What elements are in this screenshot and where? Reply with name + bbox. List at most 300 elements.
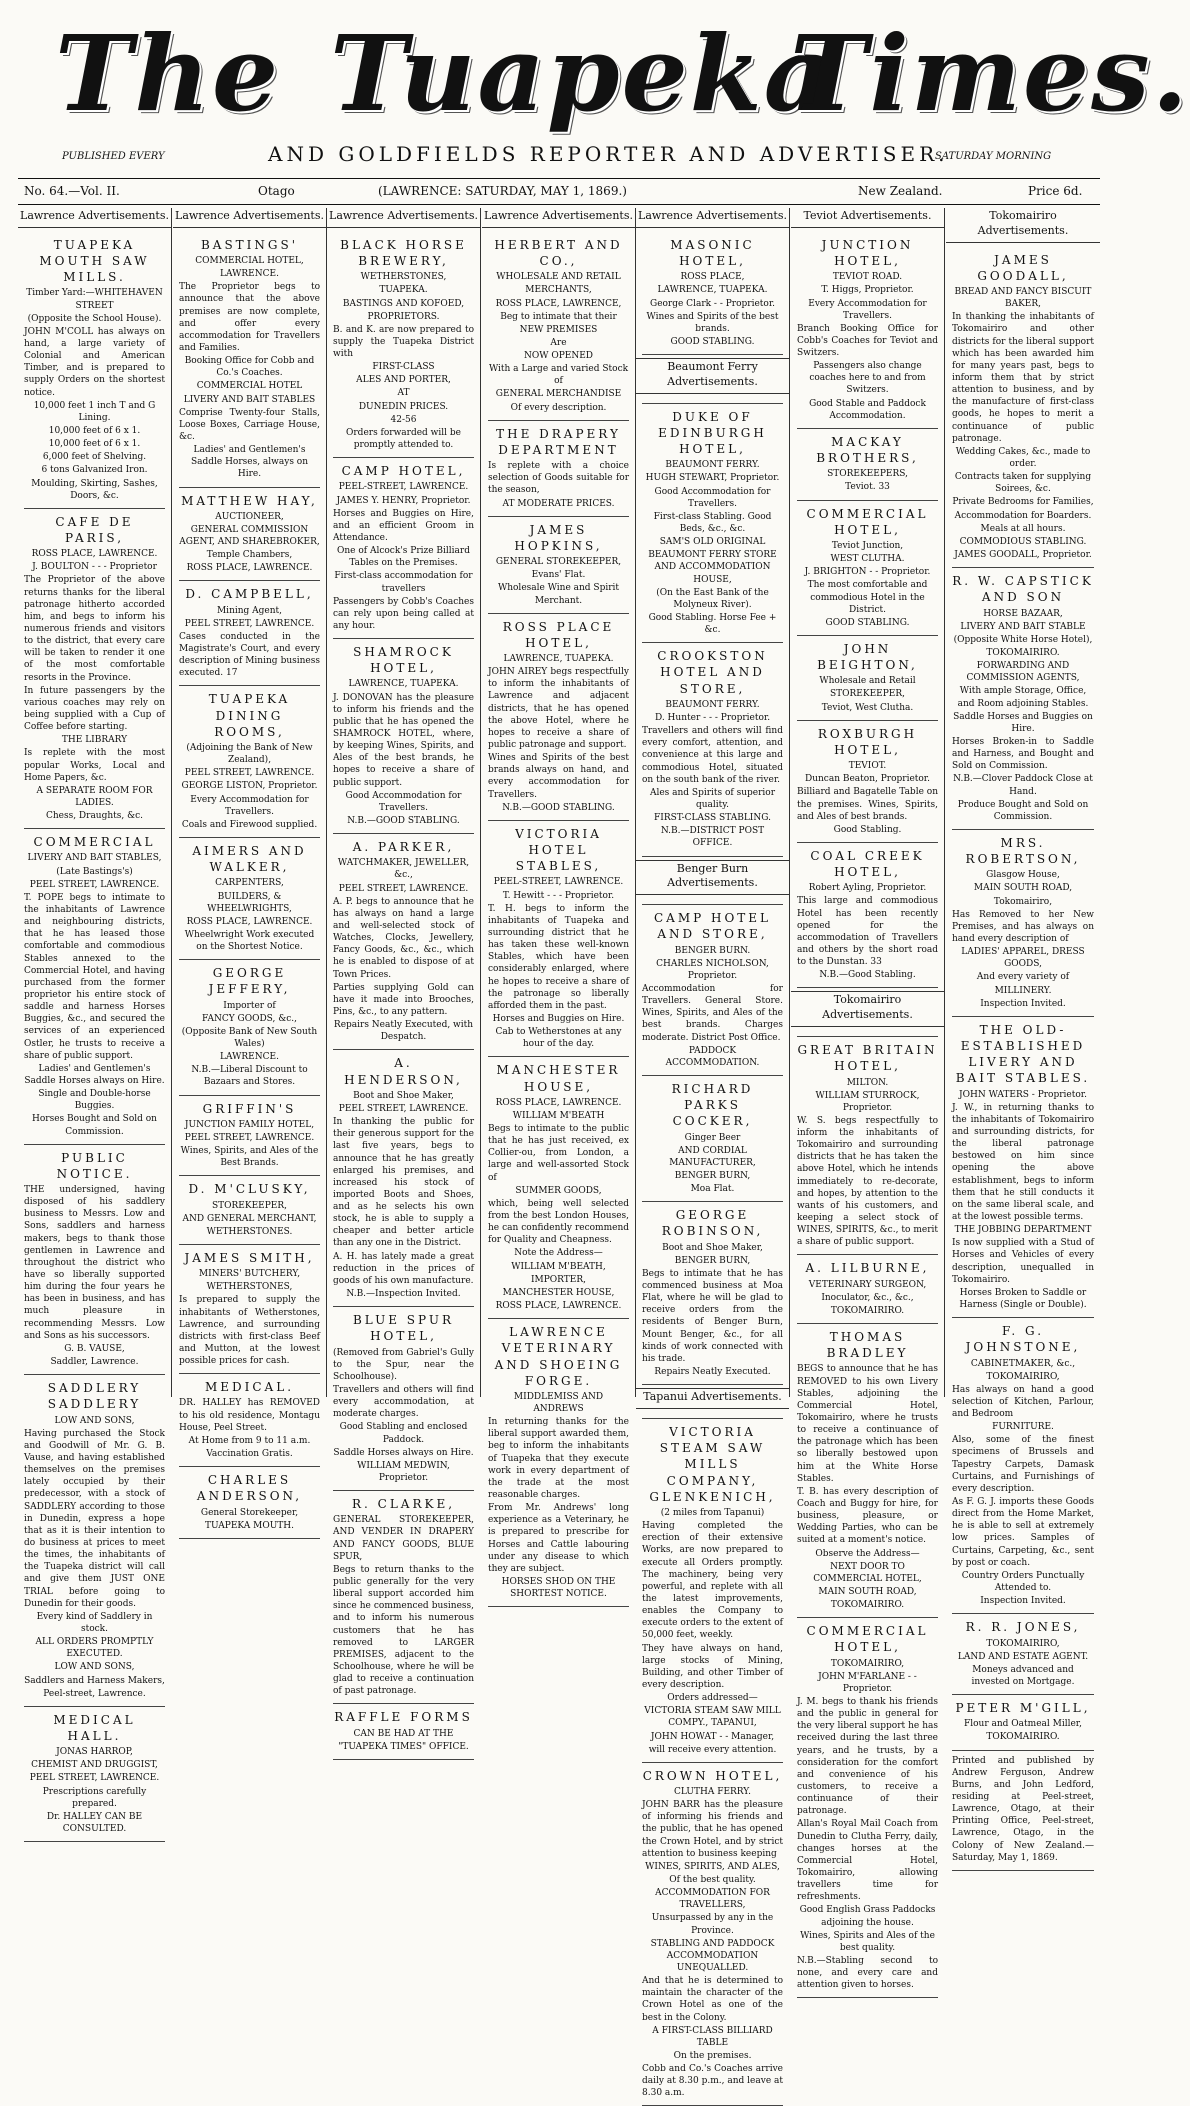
advertisement-text: AND CORDIAL MANUFACTURER, [669,1145,756,1168]
advertisement-text: A FIRST-CLASS BILLIARD TABLE [652,2025,773,2048]
advertisement-text: Importer of [223,1000,276,1011]
advertisement-text: STOREKEEPERS, [827,469,908,480]
advertisement [24,509,165,829]
advertisement-text: Good Stable and Paddock Accommodation. [809,398,926,421]
advertisement-text: WETHERSTONES, [206,1282,293,1293]
advertisement-text: Parties supplying Gold can have it made into Brooches, Pins, &c., to any pattern. [333,982,474,1017]
advertisement-text: And every variety of [976,972,1070,983]
advertisement-text: Wines and Spirits of the best brands always on hand, and every accommodation for Travellers. [488,753,629,800]
advertisement-text: General Storekeeper, [200,1507,299,1518]
advertisement-text: ALL ORDERS PROMPTLY EXECUTED. [35,1637,154,1660]
advertisement-text: JOHN M'COLL has always on hand, a large variety of Colonial and American Timber, and is prepared to supply Orders on the shortest notice. [24,326,165,398]
advertisement-text: Moneys advanced and invested on Mortgage. [971,1664,1075,1687]
advertisement-text: Country Orders Punctually Attended to. [961,1570,1085,1594]
advertisement-text: Is replete with a choice selection of Goods suitable for the season, [488,461,629,496]
advertisement [952,1017,1094,1318]
advertisement [488,421,629,517]
advertisement [952,1751,1094,1871]
advertisement-title: GRIFFIN'S [202,1101,297,1116]
advertisement-text: 6 tons Galvanized Iron. [41,465,148,476]
advertisement-title: JAMES HOPKINS, [514,522,603,553]
advertisement-text: GOOD STABLING. [825,617,910,628]
advertisement [24,1375,165,1707]
advertisement-text: BENGER BURN. [674,945,751,956]
advertisement [642,1385,783,1419]
advertisement [642,905,783,1076]
advertisement-title: LAWRENCE VETERINARY AND SHOEING FORGE. [494,1325,623,1388]
advertisement-text: TEVIOT. [848,761,887,772]
advertisement-text: Saddlers and Harness Makers, [24,1675,165,1686]
column-2 [173,208,327,1531]
advertisement-text: Has Removed to her New Premises, and has always on hand every description of [952,909,1094,944]
top-rule [18,178,1100,179]
advertisement [642,1076,783,1202]
advertisement-text: STOREKEEPER, [829,689,906,700]
advertisement-title: SADDLERY SADDLERY [47,1381,142,1412]
masthead-subtitle: AND GOLDFIELDS REPORTER AND ADVERTISER. [268,142,949,166]
advertisement [179,232,320,488]
advertisement-columns [18,208,1100,2099]
advertisement-text: Branch Booking Office for Cobb's Coaches for Teviot and Switzers. [797,323,938,359]
advertisement-text: Horses Broken to Saddle or Harness (Single or Double). [959,1287,1087,1310]
advertisement-text: Wines, Spirits, and Ales of the Best Brands. [180,1146,319,1169]
advertisement-text: Temple Chambers, [206,550,293,561]
advertisement-text: COMMERCIAL HOTEL [196,381,303,392]
advertisement-text: (Adjoining the Bank of New Zealand), [186,743,313,766]
saturday-morning: SATURDAY MORNING [935,151,1052,162]
advertisement-text: Orders forwarded will be promptly attended to. [346,427,461,451]
advertisement-text: Having completed the erection of their extensive Works, are now prepared to execute all Orders promptly. The machinery, being very powerful, and replete with all the latest improvements, enables the Company to execute orders to the extent of 50,000 feet, weekly. [642,1521,783,1641]
advertisement-text: Good Stabling. [833,824,902,835]
advertisement-text: ACCOMMODATION FOR TRAVELLERS, [655,1888,770,1911]
advertisement-text: N.B.—GOOD STABLING. [347,815,460,826]
advertisement-text: GOOD STABLING. [670,336,755,347]
advertisement-text: LIVERY AND BAIT STABLE [960,621,1086,632]
advertisement-text: PEEL-STREET, LAWRENCE. [493,877,624,888]
advertisement-text: In thanking the inhabitants of Tokomairiro and other districts for the liberal support which has been awarded him for many years past, begs to inform them that by strict attention to business, and by the manufacture of first-class goods, he hopes to merit a continuance of public patronage. [952,312,1094,444]
advertisement-text: Comprise Twenty-four Stalls, Loose Boxes, Carriage House, &c. [179,407,320,442]
advertisement-text: BENGER BURN, [674,1170,751,1181]
advertisement-text: Horses Broken-in to Saddle and Harness, and Bought and Sold on Commission. [952,736,1094,772]
advertisement-text: TEVIOT ROAD. [832,272,903,283]
advertisement-title: F. G. JOHNSTONE, [965,1324,1081,1355]
advertisement-text: ROSS PLACE, LAWRENCE. [31,549,158,560]
advertisement-title: BLUE SPUR HOTEL, [352,1313,455,1344]
advertisement-text: A SEPARATE ROOM FOR LADIES. [36,785,153,808]
published-every: PUBLISHED EVERY [62,151,165,162]
advertisement-title: CAMP HOTEL AND STORE, [653,911,772,942]
advertisement-text: FANCY GOODS, &c., [201,1013,298,1024]
advertisement [642,1763,783,2106]
advertisement [333,1704,474,1759]
advertisement-text: Single and Double-horse Buggies. [38,1089,151,1112]
advertisement-title: JOHN BEIGHTON, [817,641,918,673]
advertisement [952,568,1094,830]
advertisement-text: (On the East Bank of the Molyneux River). [656,587,769,610]
advertisement-text: HORSE BAZAAR, [983,608,1063,619]
advertisement-text: Wines, Spirits and Ales of the best quality. [800,1930,935,1953]
advertisement-title: JUNCTION HOTEL, [821,237,914,269]
advertisement-title: GEORGE JEFFERY, [208,966,291,997]
advertisement-text: WILLIAM MEDWIN, Proprietor. [357,1460,450,1483]
advertisement-text: Repairs Neatly Executed. [654,1367,771,1378]
advertisement-title: COAL CREEK HOTEL, [810,848,925,880]
advertisement-title: DUKE OF EDINBURGH HOTEL, [658,409,767,457]
advertisement [333,834,474,1050]
advertisement-text: N.B.—GOOD STABLING. [502,802,615,813]
advertisement-text: TOKOMAIRIRO. [986,1732,1060,1743]
advertisement-text: JAMES Y. HENRY, Proprietor. [336,495,471,506]
advertisement-text: MINERS' BUTCHERY, [198,1269,301,1280]
advertisement-text: Produce Bought and Sold on Commission. [957,799,1089,822]
advertisement-text: WILLIAM STURROCK, Proprietor. [815,1090,920,1113]
advertisement-text: Wheelwright Work executed on the Shortest Notice. [184,929,315,953]
advertisement-text: The Proprietor of the above returns thanks for the liberal patronage hitherto accorded him, and begs to inform his numerous friends and visitors to the district, that every care will be taken to render it one of the most comfortable resorts in the Province. [24,575,165,683]
advertisement-text: One of Alcock's Prize Billiard Tables on the Premises. [337,546,470,569]
advertisement-text: TOKOMAIRIRO, [830,1658,905,1669]
advertisement-text: TUAPEKA MOUTH. [204,1520,295,1531]
advertisement [179,1096,320,1177]
advertisement-text: Wines and Spirits of the best brands. [646,311,779,334]
advertisement-text: Cobb and Co.'s Coaches arrive daily at 8.30 p.m., and leave at 8.30 a.m. [642,2064,783,2099]
advertisement-text: FURNITURE. [992,1422,1054,1433]
advertisement-text: LAWRENCE. [220,269,279,280]
advertisement-text: 42-56 [390,414,417,425]
advertisement [179,838,320,960]
masthead-title-word: Times. [790,12,1190,135]
column-heading: Teviot Advertisements. [791,208,944,228]
advertisement-title: MEDICAL. [204,1380,295,1395]
advertisement-title: GREAT BRITAIN HOTEL, [797,1043,938,1074]
advertisement-text: BEAUMONT FERRY. [665,460,760,471]
advertisement-text: GENERAL COMMISSION AGENT, AND SHAREBROKER, [179,524,320,548]
advertisement-title: HERBERT AND CO., [494,237,623,269]
advertisement-title: BLACK HORSE BREWERY, [340,237,467,269]
advertisement [179,488,320,582]
advertisement-text: GENERAL MERCHANDISE [495,389,622,400]
advertisement-text: AND GENERAL MERCHANT, [182,1213,317,1224]
advertisement-text: In thanking the public for their generous support for the last five years, begs to announce that he has greatly enlarged his premises, and increased his stock of imported Boots and Shoes, and as he selects his own stock, he is able to supply a cheaper and better article than any one in the District. [333,1117,474,1249]
advertisement-text: PEEL STREET, LAWRENCE. [184,618,315,629]
advertisement-text: WHOLESALE AND RETAIL [496,272,621,283]
advertisement-text: Contracts taken for supplying Soirees, &c. [954,472,1092,495]
advertisement-text: PEEL STREET, LAWRENCE. [29,879,160,890]
advertisement-text: SAM'S OLD ORIGINAL [659,537,766,548]
dateline-rule [18,204,1100,205]
advertisement-text: MERCHANTS, [525,285,592,296]
advertisement-text: Ladies' and Gentlemen's Saddle Horses always on Hire. [24,1063,165,1086]
advertisement-text: With ample Storage, Office, and Room adjoining Stables. [957,686,1089,709]
advertisement-text: And that he is determined to maintain the character of the Crown Hotel as one of the best in the Colony. [642,1976,783,2023]
advertisement-title: A. PARKER, [352,840,455,855]
advertisement-text: THE undersigned, having disposed of his saddlery business to Messrs. Low and Sons, saddlers and harness makers, begs to thank those gentlemen in Lawrence and throughout the district who have so liberally supported him during the four years he has been in business, and has much pleasure in recommending Messrs. Low and Sons as his successors. [24,1185,165,1341]
advertisement-text: Inoculator, &c., &c., [821,1292,914,1303]
advertisement-text: Teviot Junction, [831,540,904,551]
advertisement-title: CROOKSTON HOTEL AND STORE, [657,649,768,696]
advertisement-text: N.B.—Good Stabling. [819,970,916,981]
advertisement-text: In future passengers by the various coaches may rely on being supplied with a Cup of Coffee before starting. [24,685,165,733]
advertisement-text: Wholesale and Retail [819,676,916,687]
advertisement-text: Ales and Spirits of superior quality. [649,787,776,810]
advertisement [488,517,629,614]
price: Price 6d. [1028,184,1083,198]
masthead-title-word: Tuapeka [330,12,834,135]
province: Otago [258,184,295,198]
advertisement-text: Inspection Invited. [980,998,1066,1009]
advertisement-text: T. POPE begs to intimate to the inhabitants of Lawrence and neighbouring districts, that he has leased those comfortable and commodious Stables annexed to the Commercial Hotel, and having purchased from the former proprietor his entire stock of saddle and harness Horses Buggies, &c., and secured the services of an experienced Ostler, he trusts to receive a share of public support. [24,892,165,1061]
advertisement-text: As F. G. J. imports these Goods direct from the Home Market, he is able to sell at extremely low prices. Samples of Curtains, Carpeting, &c., sent by post or coach. [952,1497,1094,1568]
advertisement-title: R. CLARKE, [351,1497,456,1512]
advertisement-text: FIRST-CLASS [372,362,435,373]
advertisement [488,1057,629,1319]
advertisement [797,988,938,1037]
advertisement-text: Travellers and others will find every comfort, attention, and convenience at this large and commodious Hotel, situated on the south bank of the river. [642,726,783,785]
advertisement-title: AIMERS AND WALKER, [192,844,307,875]
advertisement [179,1176,320,1245]
advertisement [642,643,783,856]
advertisement-text: Duncan Beaton, Proprietor. [805,774,930,785]
advertisement-title: COMMERCIAL HOTEL, [806,1624,929,1655]
advertisement-text: ROSS PLACE, LAWRENCE. [495,1301,622,1311]
advertisement-text: J. BRIGHTON - - Proprietor. [804,567,931,578]
advertisement [488,232,629,421]
advertisement-text: Horses Bought and Sold on Commission. [32,1114,157,1137]
advertisement-text: JONAS HARROP, [56,1747,133,1758]
advertisement-text: Saddle Horses always on Hire. [333,1447,474,1458]
advertisement-text: Ladies' and Gentlemen's Saddle Horses, always on Hire. [190,445,309,480]
advertisement-title: RAFFLE FORMS [334,1710,473,1725]
advertisement-text: (Opposite White Horse Hotel), [953,634,1093,645]
advertisement-title: MACKAY BROTHERS, [816,434,919,466]
advertisement-text: CAN BE HAD AT THE [353,1728,454,1739]
advertisement [797,1324,938,1618]
advertisement-text: WATCHMAKER, JEWELLER, &c., [337,858,470,881]
column-heading: Tokomairiro Advertisements. [946,208,1100,243]
advertisement [488,1319,629,1607]
advertisement-title: CHARLES ANDERSON, [196,1473,303,1504]
advertisement-text: Of the best quality. [669,1874,756,1885]
advertisement-text: Tokomairiro, [993,896,1053,907]
advertisement-title: A. LILBURNE, [805,1261,930,1276]
advertisement-text: 10,000 feet of 6 x 1. [48,425,141,436]
column-1 [18,208,172,1834]
advertisement-text: Is now supplied with a Stud of Horses and Vehicles of every description, unequalled in Tokomairiro. [952,1238,1094,1285]
column-4 [482,208,636,1600]
column-6 [791,208,945,1991]
advertisement-text: LADIES' APPAREL, DRESS GOODS, [961,947,1085,970]
section-heading: Beaumont Ferry Advertisements. [636,358,789,394]
advertisement [952,247,1094,568]
advertisement-text: NOW OPENED [523,351,594,362]
advertisement-text: PEEL STREET, LAWRENCE. [338,1103,469,1114]
advertisement [642,1202,783,1385]
advertisement-text: JAMES GOODALL, Proprietor. [954,550,1092,561]
advertisement-text: MAIN SOUTH ROAD, [818,1586,917,1597]
advertisement [797,429,938,501]
advertisement-text: 10,000 feet of 6 x 1. [48,439,141,450]
advertisement-text: VETERINARY SURGEON, [808,1279,927,1290]
advertisement-text: Allan's Royal Mail Coach from Dunedin to Clutha Ferry, daily, changes horses at the Commercial Hotel, Tokomairiro, allowing travellers time for refreshments. [797,1819,938,1903]
advertisement-text: Repairs Neatly Executed, with Despatch. [333,1020,474,1043]
advertisement-text: Passengers also change coaches here to and from Switzers. [809,361,926,396]
advertisement-text: CLUTHA FERRY. [674,1786,751,1797]
advertisement-text: Coals and Firewood supplied. [181,819,318,830]
advertisement-title: BASTINGS' [200,237,299,252]
advertisement [952,1318,1094,1614]
advertisement-text: Boot and Shoe Maker, [662,1242,763,1253]
advertisement-text: "TUAPEKA TIMES" OFFICE. [338,1741,469,1752]
advertisement-title: CAFE DE PARIS, [55,514,134,545]
advertisement-title: SHAMROCK HOTEL, [353,645,454,676]
advertisement-text: First-class Stabling. Good Beds, &c., &c. [653,511,772,535]
advertisement-text: Every kind of Saddlery in stock. [36,1611,153,1634]
advertisement-text: Cases conducted in the Magistrate's Court, and every description of Mining business executed. 17 [179,631,320,679]
advertisement-text: Evans' Flat. [531,570,586,581]
advertisement-text: COMMODIOUS STABLING. [959,536,1087,547]
advertisement-text: BEAUMONT FERRY. [665,699,760,710]
advertisement-text: J. W., in returning thanks to the inhabitants of Tokomairiro and surrounding districts, for the liberal patronage bestowed on him since opening the above establishment, begs to inform them that he still conducts it on the same liberal scale, and at the lowest possible terms. [952,1102,1094,1222]
advertisement-text: Every Accommodation for Travellers. [190,794,309,817]
advertisement-title: THE OLD-ESTABLISHED LIVERY AND BAIT STABLES. [955,1022,1091,1086]
advertisement-text: BEAUMONT FERRY STORE AND ACCOMMODATION HOUSE, [648,550,777,585]
advertisement-text: Observe the Address— [815,1548,920,1559]
advertisement [24,1145,165,1375]
advertisement-title: R. W. CAPSTICK AND SON [952,574,1094,605]
advertisement-text: PEEL STREET, LAWRENCE. [29,1773,160,1784]
advertisement [333,639,474,834]
advertisement-text: Beg to intimate that their [500,311,617,322]
advertisement-text: COMMERCIAL HOTEL, [195,256,304,267]
advertisement [333,232,474,458]
advertisement-text: Booking Office for Cobb and Co.'s Coaches. [184,356,315,379]
advertisement [642,232,783,355]
advertisement-title: JAMES SMITH, [184,1250,315,1265]
section-heading: Tapanui Advertisements. [636,1388,789,1409]
advertisement-text: Begs to intimate to the public that he has just received, ex Collier-ou, from London, a large and well-assorted Stock of [488,1124,629,1183]
advertisement-text: JOHN M'FARLANE - - Proprietor. [818,1671,917,1694]
advertisement-text: Timber Yard:—WHITEHAVEN STREET [26,288,163,311]
advertisement-text: TOKOMAIRIRO. [830,1600,905,1611]
advertisement-title: VICTORIA STEAM SAW MILLS COMPANY, GLENKENICH, [649,1425,776,1504]
advertisement-text: Passengers by Cobb's Coaches can rely upon being called at any hour. [333,596,474,631]
dateline [18,182,1100,202]
advertisement-text: Saddle Horses and Buggies on Hire. [953,711,1093,734]
advertisement-text: Teviot, West Clutha. [821,702,914,713]
advertisement-text: WEST CLUTHA. [830,554,905,565]
advertisement-text: Peel-street, Lawrence. [43,1688,146,1699]
advertisement-text: IMPORTER, [530,1274,587,1285]
advertisement-text: Horses and Buggies on Hire, and an efficient Groom in Attendance. [333,508,474,543]
advertisement-text: Teviot. 33 [845,482,890,493]
advertisement-text: First-class accommodation for travellers [334,571,473,594]
advertisement-text: ROSS PLACE, LAWRENCE, [495,298,622,309]
advertisement-text: MANCHESTER HOUSE, [502,1287,615,1298]
column-3 [327,208,481,1752]
advertisement-text: Note the Address— [514,1248,603,1259]
advertisement-text: Having purchased the Stock and Goodwill of Mr. G. B. Vause, and having established themselves on the premises lately occupied by their predecessor, with a stock of SADDLERY according to those in Dunedin, express a hope that as it is their intention to do business at prices to meet the times, the inhabitants of the Tuapeka district will call and give them JUST ONE TRIAL before going to Dunedin for their goods. [24,1428,165,1609]
section-heading: Benger Burn Advertisements. [636,860,789,896]
advertisement-text: CHEMIST AND DRUGGIST, [31,1760,158,1771]
advertisement [179,686,320,838]
advertisement-text: HUGH STEWART, Proprietor. [645,473,780,484]
advertisement-text: NEW PREMISES [519,324,598,335]
advertisement-text: MILTON. [846,1077,889,1088]
advertisement-text: which, being well selected from the best London Houses, he can confidently recommend for Quality and Cheapness. [488,1198,629,1246]
column-heading: Lawrence Advertisements. [173,208,326,228]
advertisement [797,636,938,721]
advertisement [333,1491,474,1704]
advertisement-text: A. H. has lately made a great reduction in the prices of goods of his own manufacture. [333,1251,474,1286]
advertisement-text: On the premises. [673,2050,752,2061]
advertisement-text: ROSS PLACE, LAWRENCE. [495,1097,622,1108]
advertisement-text: (Late Bastings's) [56,866,133,877]
advertisement-text: STOREKEEPER, [211,1200,288,1211]
advertisement-text: SUMMER GOODS, [515,1185,602,1196]
advertisement-title: MRS. ROBERTSON, [965,835,1081,867]
advertisement-text: CHARLES NICHOLSON, Proprietor. [656,958,769,981]
advertisement-text: T. Hewitt - - - Proprietor. [502,890,615,901]
advertisement [24,1707,165,1842]
advertisement [333,1307,474,1491]
advertisement-text: Of every description. [510,402,607,413]
advertisement-text: Printed and published by Andrew Ferguson, Andrew Burns, and John Ledford, residing at Peel-street, Lawrence, Otago, at their Printing Office, Peel-street, Lawrence, Otago, in the Colony of New Zealand.—Saturday, May 1, 1869. [952,1755,1094,1863]
advertisement-text: Every Accommodation for Travellers. [808,298,927,321]
advertisement-text: NEXT DOOR TO COMMERCIAL HOTEL, [813,1561,922,1584]
advertisement-text: WILLIAM M'BEATH [512,1110,605,1121]
advertisement-title: MEDICAL HALL. [53,1712,136,1743]
advertisement [952,830,1094,1017]
advertisement-text: BENGER BURN, [674,1255,751,1266]
advertisement-text: JOHN BARR has the pleasure of informing his friends and the public, that he has opened the Crown Hotel, and by strict attention to business keeping [642,1800,783,1859]
advertisement-text: Good Stabling. Horse Fee + &c. [648,613,777,636]
advertisement-title: D. CAMPBELL, [185,587,314,602]
advertisement-text: TOKOMAIRIRO. [830,1305,905,1316]
issue-number: No. 64.—Vol. II. [24,184,120,198]
advertisement-title: VICTORIA HOTEL STABLES, [515,826,602,874]
advertisement-text: At Home from 9 to 11 a.m. [188,1435,311,1446]
advertisement-text: J. M. begs to thank his friends and the public in general for the very liberal support he has received during the last three years, and he trusts, by a consideration for the comfort and convenience of his customers, to receive a continuance of their patronage. [797,1697,938,1817]
advertisement-text: Good Stabling and enclosed Paddock. [339,1422,468,1445]
advertisement-text: TUAPEKA. [379,285,428,296]
advertisement-text: STABLING AND PADDOCK ACCOMMODATION UNEQUALLED. [650,1938,775,1973]
advertisement [952,1614,1094,1695]
advertisement-text: Begs to intimate that he has commenced business at Moa Flat, where he will be glad to receive orders from the residents of Benger Burn, Mount Benger, &c., for all kinds of work connected with his trade. [642,1268,783,1364]
issue-date: (LAWRENCE: SATURDAY, MAY 1, 1869.) [378,184,627,198]
advertisement-text: Begs to return thanks to the public generally for the very liberal support accorded him since he commenced business, and to inform his numerous customers that he has removed to LARGER PREMISES, adjacent to the Schoolhouse, where he will be glad to receive a continuation of past patronage. [333,1564,474,1697]
advertisement-text: JOHN HOWAT - - Manager, [650,1731,775,1742]
advertisement [797,501,938,636]
advertisement [179,1245,320,1374]
advertisement-text: T. B. has every description of Coach and Buggy for hire, for business, pleasure, or Wedding Parties, who can be suited at a moment's notice. [797,1486,938,1546]
advertisement-title: COMMERCIAL HOTEL, [806,506,929,537]
advertisement-text: N.B.—Stabling second to none, and every care and attention given to horses. [797,1956,938,1991]
advertisement-text: THE LIBRARY [61,735,128,746]
advertisement-text: WILLIAM M'BEATH, [511,1261,606,1272]
advertisement-title: JAMES GOODALL, [977,252,1069,283]
advertisement-title: MASONIC HOTEL, [670,237,755,269]
advertisement-text: DUNEDIN PRICES. [358,401,449,412]
advertisement-text: BREAD AND FANCY BISCUIT BAKER, [954,287,1092,310]
advertisement-text: (Opposite Bank of New South Wales) [181,1026,318,1050]
advertisement-text: LAWRENCE, TUAPEKA. [503,654,614,665]
advertisement-text: J. DONOVAN has the pleasure to inform his friends and the public that he has opened the SHAMROCK HOTEL, where, by keeping Wines, Spirits, and Ales of the best brands, he hopes to receive a share of public support. [333,692,474,788]
advertisement-text: AT [397,388,410,399]
advertisement [642,355,783,404]
advertisement-text: JUNCTION FAMILY HOTEL, [184,1119,315,1130]
advertisement [24,232,165,509]
advertisement [952,1695,1094,1750]
advertisement-title: ROSS PLACE HOTEL, [502,619,615,650]
